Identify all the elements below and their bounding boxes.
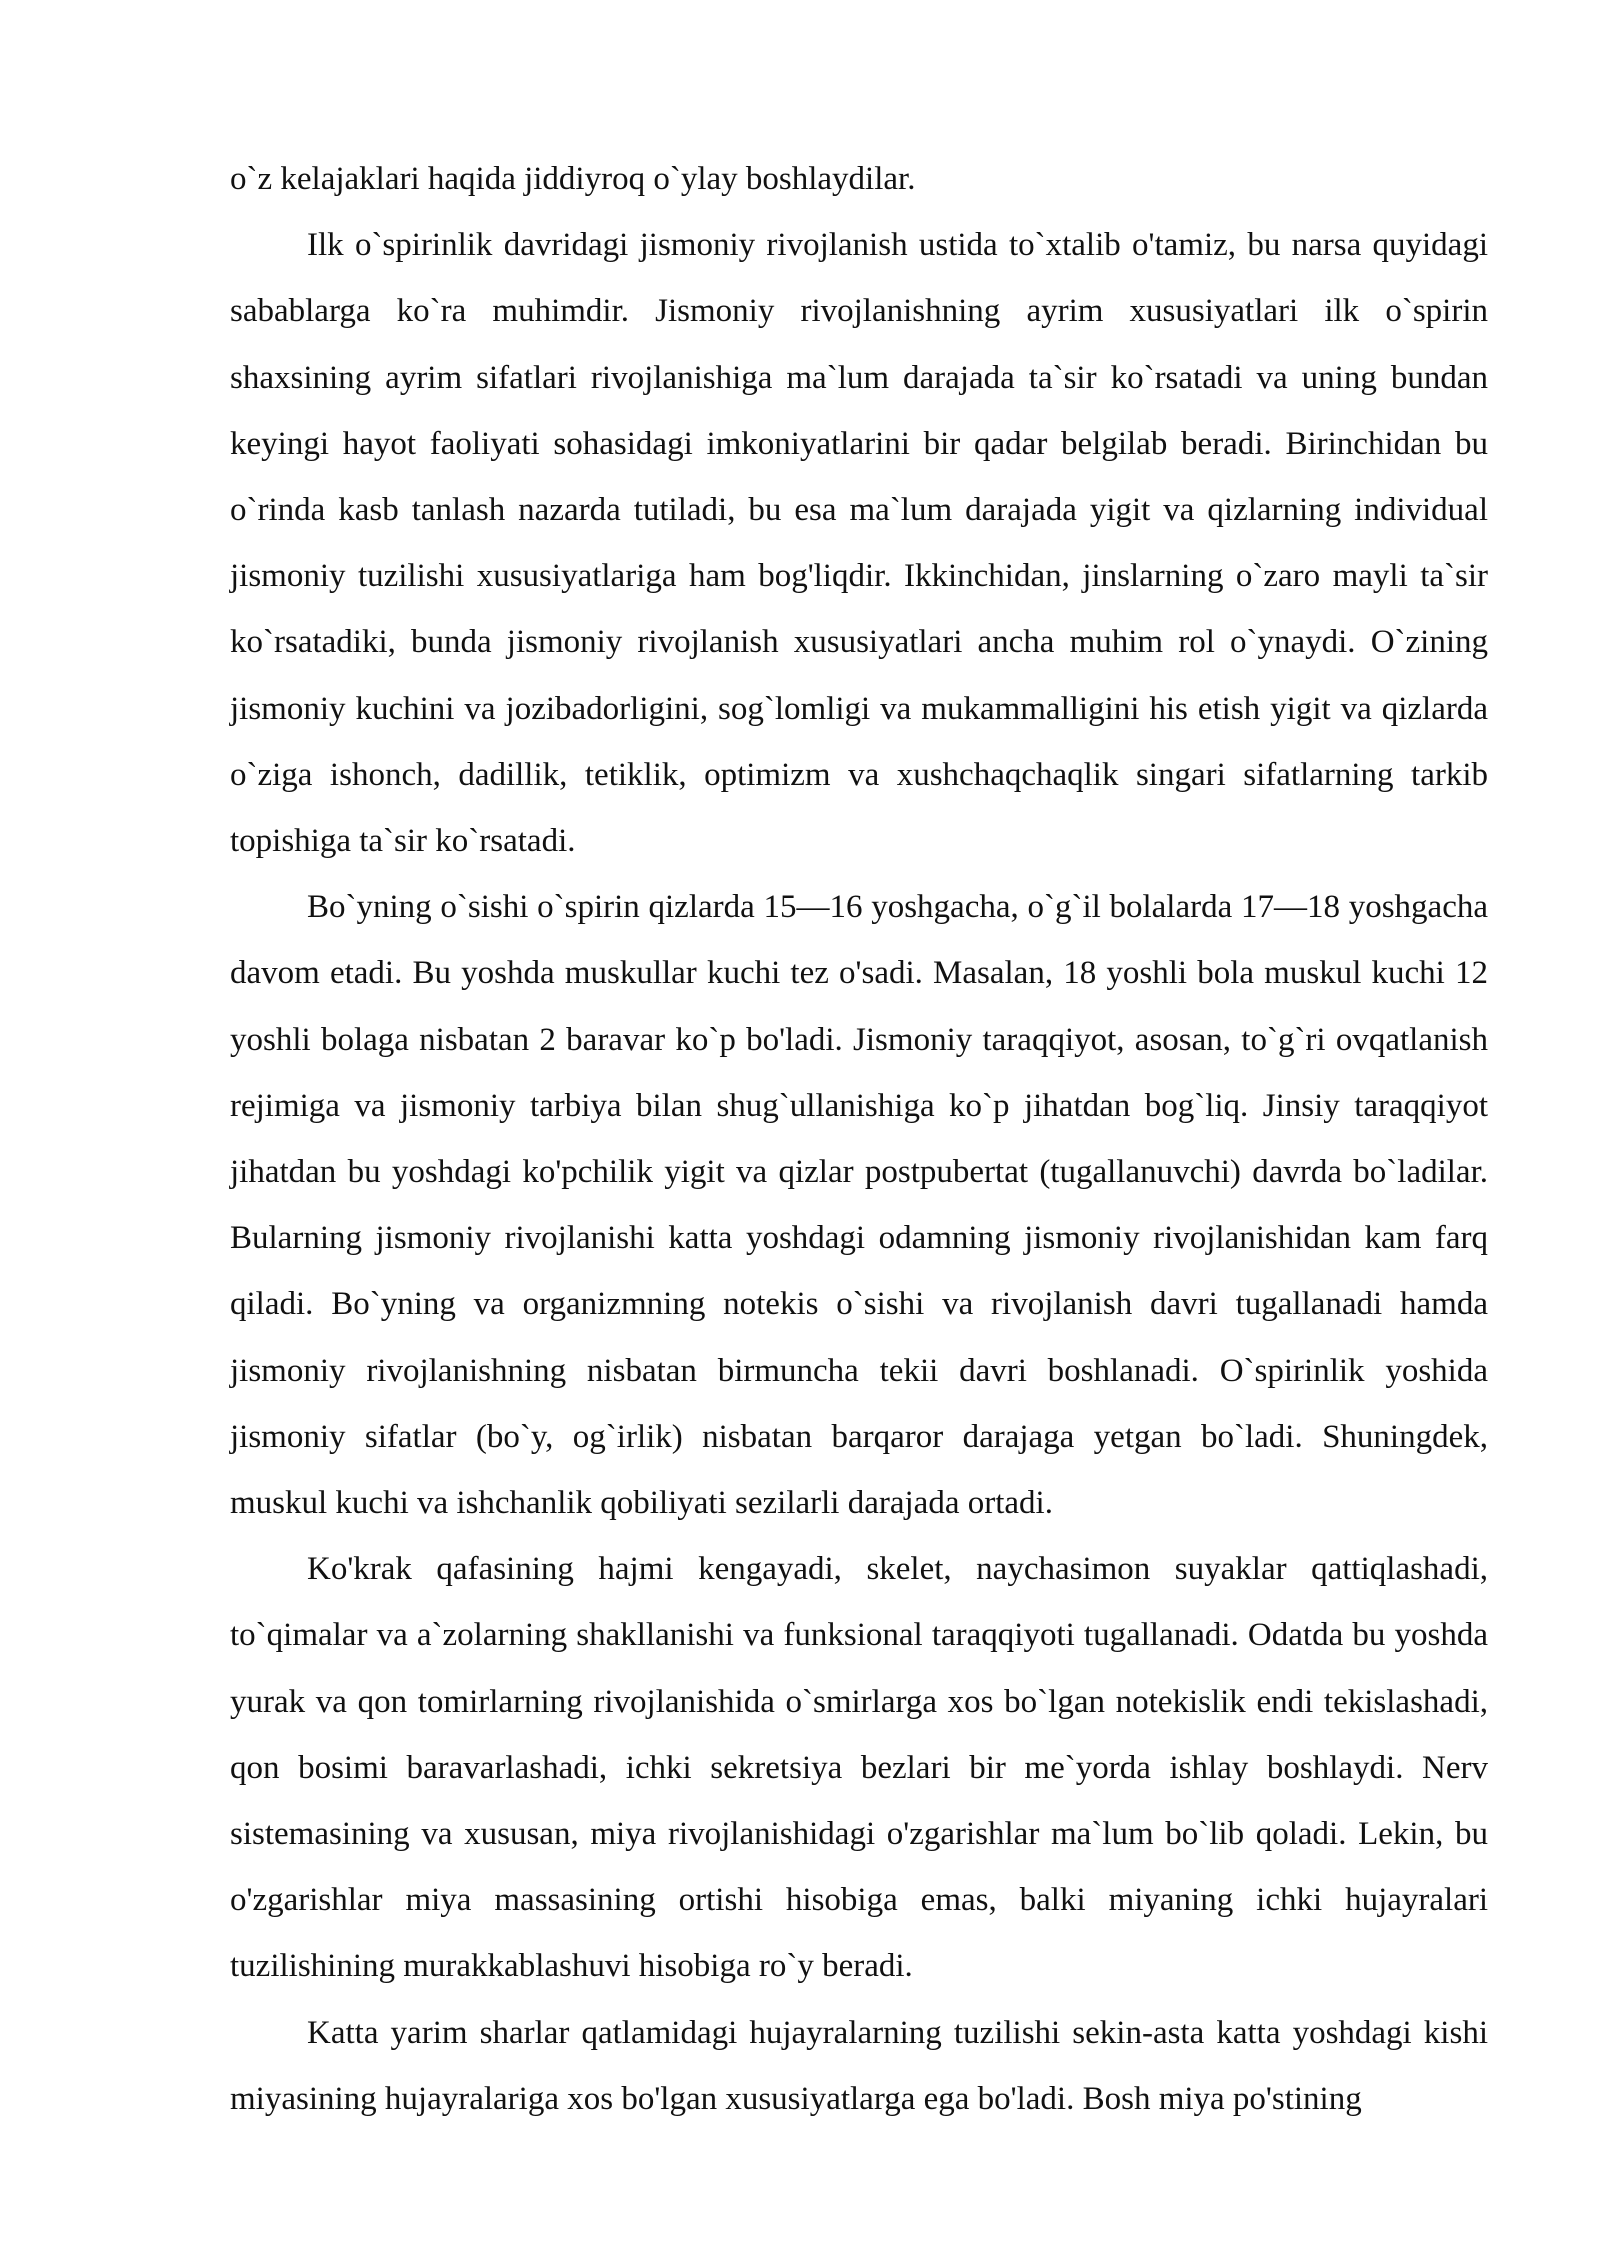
paragraph-2: Ilk o`spirinlik davridagi jismoniy rivojlanish ustida to`xtalib o'tamiz, bu narsa quyidagi sabablarga ko`ra muhimdir. Jismoniy rivojlanishning ayrim xususiyatlari ilk o`spirin shaxsining ayrim sifatlari rivojlanishiga ma`lum darajada ta`sir ko`rsatadi va uning bundan keyingi hayot faoliyati sohasidagi imkoniyatlarini bir qadar belgilab beradi. Birinchidan bu o`rinda kasb tanlash nazarda tutiladi, bu esa ma`lum darajada yigit va qizlarning individual jismoniy tuzilishi xususiyatlariga ham bog'liqdir. Ikkinchidan, jinslarning o`zaro mayli ta`sir ko`rsatadiki, bunda jismoniy rivojlanish xususiyatlari ancha muhim rol o`ynaydi. O`zining jismoniy kuchini va jozibadorligini, sog`lomligi va mukammalligini his etish yigit va qizlarda o`ziga ishonch, dadillik, tetiklik, optimizm va xushchaqchaqlik singari sifatlarning tarkib topishiga ta`sir ko`rsatadi. <box>230 227 1488 860</box>
paragraph-3: Bo`yning o`sishi o`spirin qizlarda 15—16 yoshgacha, o`g`il bolalarda 17—18 yoshgacha davom etadi. Bu yoshda muskullar kuchi tez o'sadi. Masalan, 18 yoshli bola muskul kuchi 12 yoshli bolaga nisbatan 2 baravar ko`p bo'ladi. Jismoniy taraqqiyot, asosan, to`g`ri ovqatlanish rejimiga va jismoniy tarbiya bilan shug`ullanishiga ko`p jihatdan bog`liq. Jinsiy taraqqiyot jihatdan bu yoshdagi ko'pchilik yigit va qizlar postpubertat (tugallanuvchi) davrda bo`ladilar. Bularning jismoniy rivojlanishi katta yoshdagi odamning jismoniy rivojlanishidan kam farq qiladi. Bo`yning va organizmning notekis o`sishi va rivojlanish davri tugallanadi hamda jismoniy rivojlanishning nisbatan birmuncha tekii davri boshlanadi. O`spirinlik yoshida jismoniy sifatlar (bo`y, og`irlik) nisbatan barqaror darajaga yetgan bo`ladi. Shuningdek, muskul kuchi va ishchanlik qobiliyati sezilarli darajada ortadi. <box>230 889 1488 1522</box>
paragraph-5: Katta yarim sharlar qatlamidagi hujayralarning tuzilishi sekin-asta katta yoshdagi kishi miyasining hujayralariga xos bo'lgan xususiyatlarga ega bo'ladi. Bosh miya po'stining <box>230 2014 1488 2117</box>
document-body <box>230 146 1488 2132</box>
paragraph-1: o`z kelajaklari haqida jiddiyroq o`ylay boshlaydilar. <box>230 161 916 197</box>
paragraph-4: Ko'krak qafasining hajmi kengayadi, skelet, naychasimon suyaklar qattiqlashadi, to`qimalar va a`zolarning shakllanishi va funksional taraqqiyoti tugallanadi. Odatda bu yoshda yurak va qon tomirlarning rivojlanishida o`smirlarga xos bo`lgan notekislik endi tekislashadi, qon bosimi baravarlashadi, ichki sekretsiya bezlari bir me`yorda ishlay boshlaydi. Nerv sistemasining va xususan, miya rivojlanishidagi o'zgarishlar ma`lum bo`lib qoladi. Lekin, bu o'zgarishlar miya massasining ortishi hisobiga emas, balki miyaning ichki hujayralari tuzilishining murakkablashuvi hisobiga ro`y beradi. <box>230 1551 1488 1985</box>
